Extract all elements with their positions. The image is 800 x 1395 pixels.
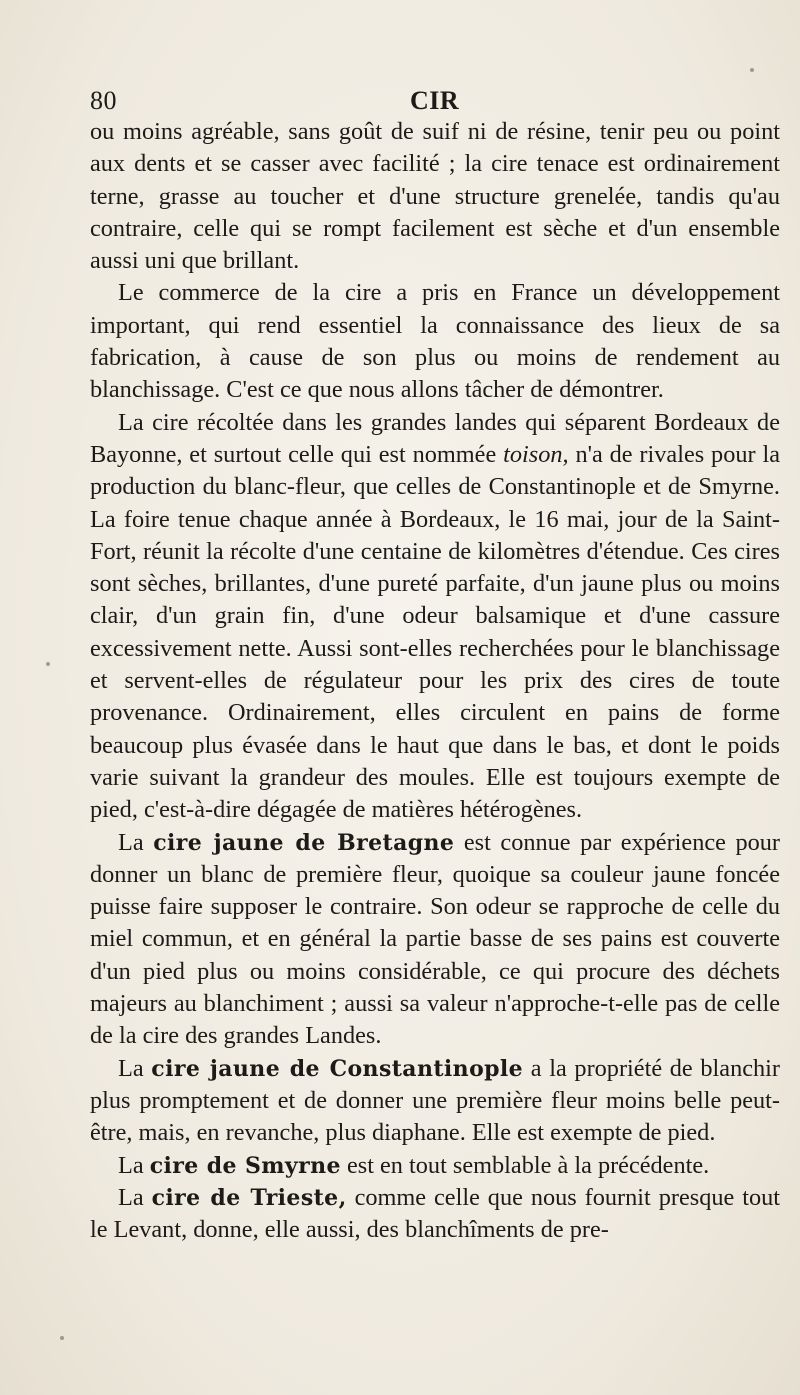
paragraph-3-text-b: n'a de rivales pour la production du blanc-fleur, que celles de Constantinople et de Smyrne. La foire tenue chaque année à Bordeaux, le 16 mai, jour de la Saint-Fort, réunit la récolte d'une centaine de kilomètres d'étendue. Ces cires sont sèches, brillantes, d'une pureté parfaite, d'un jaune plus ou moins clair, d'un grain fin, d'une odeur balsamique et d'une cassure excessivement nette. Aussi sont-elles recherchées pour le blanchissage et servent-elles de régulateur pour les prix des cires de toute provenance. Ordinairement, elles circulent en pains de forme beaucoup plus évasée dans le haut que dans le bas, et dont le poids varie suivant la grandeur des moules. Elle est toujours exempte de pied, c'est-à-dire dégagée de matières hétérogènes.	[90, 440, 780, 824]
paragraph-4-text-a: La	[118, 828, 154, 856]
paragraph-5-heading-term: cire jaune de Constantinople	[151, 1055, 524, 1082]
paragraph-6-heading-term: cire de Smyrne	[149, 1152, 341, 1179]
paragraph-3-text-a: La cire récoltée dans les grandes landes qui séparent Bordeaux de Bayonne, et surtout celle qui est nommée	[90, 408, 780, 468]
paragraph-1: ou moins agréable, sans goût de suif ni de résine, tenir peu ou point aux dents et se casser avec facilité ; la cire tenace est ordinairement terne, grasse au toucher et d'une structure grenelée, tandis qu'au contraire, celle qui se rompt facilement est sèche et d'un ensemble aussi uni que brillant.	[90, 118, 780, 275]
paragraph-3	[90, 407, 780, 827]
paragraph-7	[90, 1182, 780, 1247]
paragraph-5-text-a: La	[118, 1054, 152, 1082]
running-header	[90, 78, 780, 116]
page-number: 80	[90, 86, 117, 115]
paragraph-4-text-b: est connue par expérience pour donner un blanc de première fleur, quoique sa couleur jaune foncée puisse faire supposer le contraire. Son odeur se rapproche de celle du miel commun, et en général la partie basse de ses pains est couverte d'un pied plus ou moins considérable, ce qui procure des déchets majeurs au blanchiment ; aussi sa valeur n'approche-t-elle pas de celle de la cire des grandes Landes.	[90, 828, 780, 1050]
paragraph-3-italic-term: toison,	[503, 440, 569, 468]
paragraph-4	[90, 827, 780, 1053]
paragraph-5-text-b: a la propriété de blanchir plus promptement et de donner une première fleur moins belle peut-être, mais, en revanche, plus diaphane. Elle est exempte de pied.	[90, 1054, 780, 1147]
paragraph-7-text-a: La	[118, 1183, 152, 1211]
paper-speck	[750, 68, 754, 72]
paragraph-2: Le commerce de la cire a pris en France un développement important, qui rend essentiel la connaissance des lieux de sa fabrication, à cause de son plus ou moins de rendement au blanchissage. C'est ce que nous allons tâcher de démontrer.	[90, 279, 780, 404]
paragraph-7-heading-term: cire de Trieste,	[151, 1184, 347, 1211]
paper-speck	[60, 1336, 64, 1340]
running-title: CIR	[410, 86, 460, 115]
paragraph-7-text-b: comme celle que nous fournit presque tout le Levant, donne, elle aussi, des blanchîments de pre-	[90, 1183, 781, 1244]
paper-speck	[46, 662, 50, 666]
paragraph-5	[90, 1053, 780, 1150]
paragraph-6-text-b: est en tout semblable à la précédente.	[340, 1151, 710, 1179]
paragraph-6	[90, 1150, 780, 1182]
paragraph-4-heading-term: cire jaune de Bretagne	[153, 829, 455, 856]
paragraph-6-text-a: La	[118, 1151, 150, 1179]
